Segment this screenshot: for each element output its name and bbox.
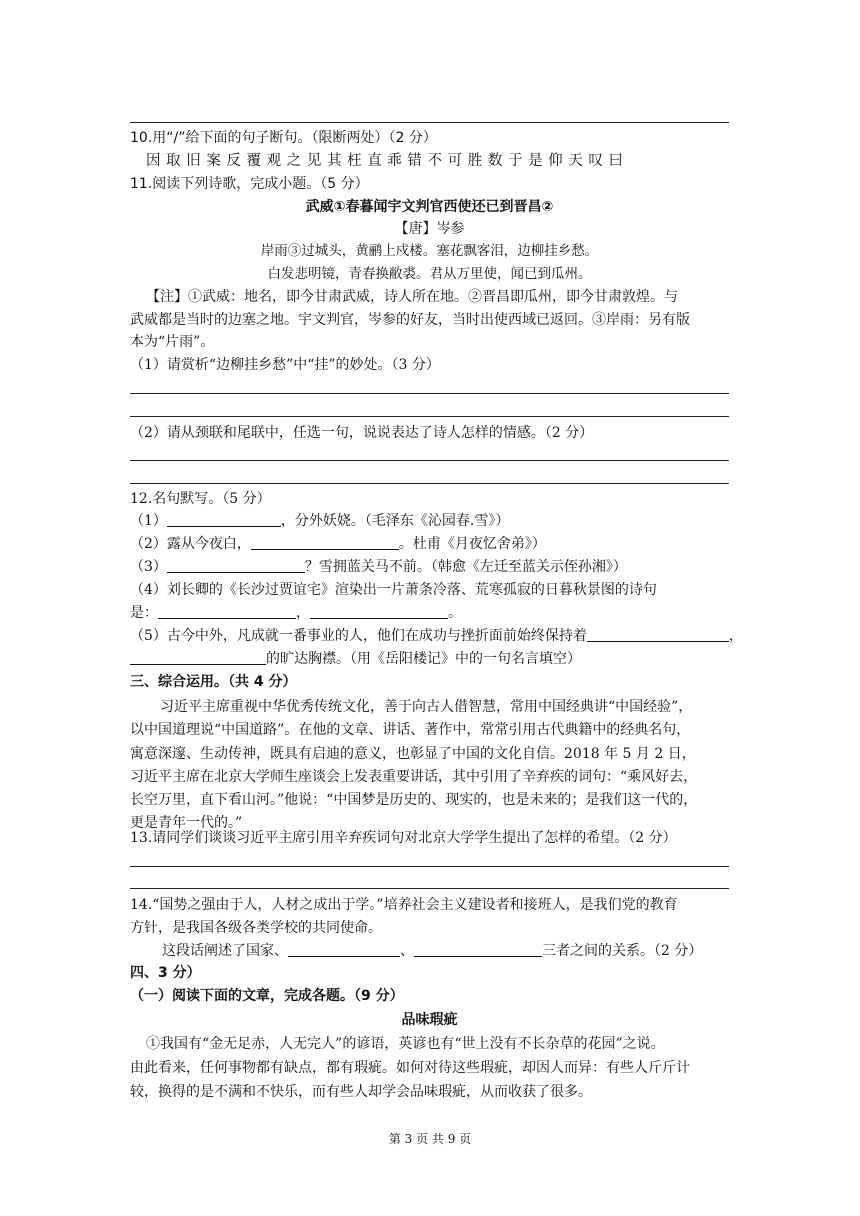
note-line-3: 本为“片雨”。 [130, 334, 215, 350]
fill-blank[interactable] [130, 650, 266, 665]
article-title: 品味瑕疵 [401, 1012, 458, 1028]
answer-line[interactable] [130, 460, 729, 461]
q12-3-prefix: （3） [130, 559, 167, 575]
s3-para-line-3: 寓意深邃、生动传神，既具有启迪的意义，也彰显了中国的文化自信。2018 年 5 月 2 日， [130, 746, 696, 762]
q10-title: 10.用“/”给下面的句子断句。（限断两处）（2 分） [130, 130, 437, 146]
note-line-1: 【注】①武威：地名，即今甘肃武威，诗人所在地。②晋昌即瓜州，即今甘肃敦煌。与 [146, 289, 678, 305]
q12-item-1 [130, 511, 740, 531]
article-line-2: 由此看来，任何事物都有缺点，都有瑕疵。如何对待这些瑕疵，却因人而异：有些人斤斤计 [130, 1060, 690, 1076]
q12-3-text: ？雪拥蓝关马不前。（韩愈《左迁至蓝关示侄孙湘》） [304, 559, 627, 575]
page-footer: 第 3 页 共 9 页 [388, 1132, 472, 1146]
q12-4-sep: ， [296, 605, 310, 621]
s3-para-line-5: 长空万里，直下看山河。”他说：“中国梦是历史的、现实的，也是未来的；是我们这一代的， [130, 792, 698, 808]
poem-line-2: 白发悲明镜，青春换敝裘。君从万里使，闻已到瓜州。 [267, 266, 592, 282]
fill-blank[interactable] [251, 535, 399, 550]
q12-item-5-line2 [130, 649, 740, 669]
q14-3-a: 这段话阐述了国家、 [162, 943, 288, 959]
poem-author: 【唐】岑参 [394, 221, 465, 237]
s3-para-line-1: 习近平主席重视中华优秀传统文化，善于向古人借智慧，常用中国经典讲“中国经验”， [160, 699, 693, 715]
s3-para-line-2: 以中国道理说“中国道路”。在他的文章、讲话、著作中，常常引用古代典籍中的经典名句， [130, 722, 691, 738]
note-line-2: 武威都是当时的边塞之地。宇文判官，岑参的好友，当时出使西域已返回。③岸雨：另有版 [130, 312, 690, 328]
q12-4-end: 。 [448, 605, 462, 621]
fill-blank[interactable] [167, 558, 305, 573]
answer-line[interactable] [130, 866, 729, 867]
s3-para-line-6: 更是青年一代的。” [130, 815, 243, 831]
article-line-1: ①我国有“金无足赤，人无完人”的谚语，英谚也有“世上没有不长杂草的花园”之说。 [146, 1036, 665, 1052]
q11-title: 11.阅读下列诗歌，完成小题。（5 分） [130, 176, 369, 192]
q11-sub1: （1）请赏析“边柳挂乡愁”中“挂”的妙处。（3 分） [130, 357, 440, 373]
answer-line[interactable] [130, 483, 729, 484]
q10-sentence: 因 取 旧 案 反 覆 观 之 见 其 枉 直 乖 错 不 可 胜 数 于 是 仰 天 叹 曰 [146, 153, 624, 169]
q12-item-4-line1: （4）刘长卿的《长沙过贾谊宅》渲染出一片萧条冷落、荒寒孤寂的日暮秋景图的诗句 [130, 582, 657, 598]
fill-blank[interactable] [158, 604, 296, 619]
q12-5-line1: （5）古今中外，凡成就一番事业的人，他们在成功与挫折面前始终保持着 [130, 628, 587, 644]
q12-1-prefix: （1） [130, 513, 167, 529]
q12-2-prefix: （2）露从今夜白， [130, 536, 251, 552]
fill-blank[interactable] [414, 942, 542, 957]
fill-blank[interactable] [310, 604, 448, 619]
fill-blank[interactable] [167, 512, 281, 527]
article-line-3: 较，换得的是不满和不快乐，而有些人却学会品味瑕疵，从而收获了很多。 [130, 1084, 592, 1100]
fill-blank[interactable] [288, 942, 400, 957]
q12-5-comma: ， [728, 628, 743, 644]
q12-item-4-line2 [130, 603, 740, 623]
q12-title: 12.名句默写。（5 分） [130, 491, 271, 507]
q13-text: 13.请同学们谈谈习近平主席引用辛弃疾词句对北京大学学生提出了怎样的希望。（2 分） [130, 830, 677, 846]
s3-para-line-4: 习近平主席在北京大学师生座谈会上发表重要讲话，其中引用了辛弃疾的词句：“乘风好去， [130, 769, 698, 785]
q12-2-text: 。杜甫《月夜忆舍弟》） [398, 536, 546, 552]
q12-item-3 [130, 557, 740, 577]
q14-line-1: 14.“国势之强由于人，人材之成出于学。”培养社会主义建设者和接班人，是我们党的教育 [130, 897, 678, 913]
q14-line-2: 方针，是我国各级各类学校的共同使命。 [130, 920, 382, 936]
poem-title: 武威①春暮闻宇文判官西使还已到晋昌② [305, 199, 554, 215]
section-4-heading: 四、3 分） [130, 965, 201, 981]
q11-sub2: （2）请从颈联和尾联中，任选一句，说说表达了诗人怎样的情感。（2 分） [130, 425, 594, 441]
answer-line[interactable] [130, 888, 729, 889]
answer-line[interactable] [130, 393, 729, 394]
section-4-subheading: （一）阅读下面的文章，完成各题。（9 分） [130, 988, 404, 1004]
q14-3-b: 、 [400, 943, 414, 959]
poem-line-1: 岸雨③过城头，黄鹂上戍楼。塞花飘客泪，边柳挂乡愁。 [260, 243, 599, 259]
top-rule [130, 122, 729, 123]
answer-line[interactable] [130, 416, 729, 417]
q12-item-2 [130, 534, 740, 554]
q12-4-prefix: 是： [130, 605, 158, 621]
q12-item-5-line1 [130, 626, 743, 646]
q14-3-c: 三者之间的关系。（2 分） [542, 943, 703, 959]
q12-5-line2: 的旷达胸襟。（用《岳阳楼记》中的一句名言填空） [266, 651, 581, 667]
section-3-heading: 三、综合运用。（共 4 分） [130, 674, 297, 690]
fill-blank[interactable] [587, 627, 729, 642]
q12-1-text: ，分外妖娆。（毛泽东《沁园春.雪》） [280, 513, 510, 529]
q14-line-3 [162, 941, 772, 961]
